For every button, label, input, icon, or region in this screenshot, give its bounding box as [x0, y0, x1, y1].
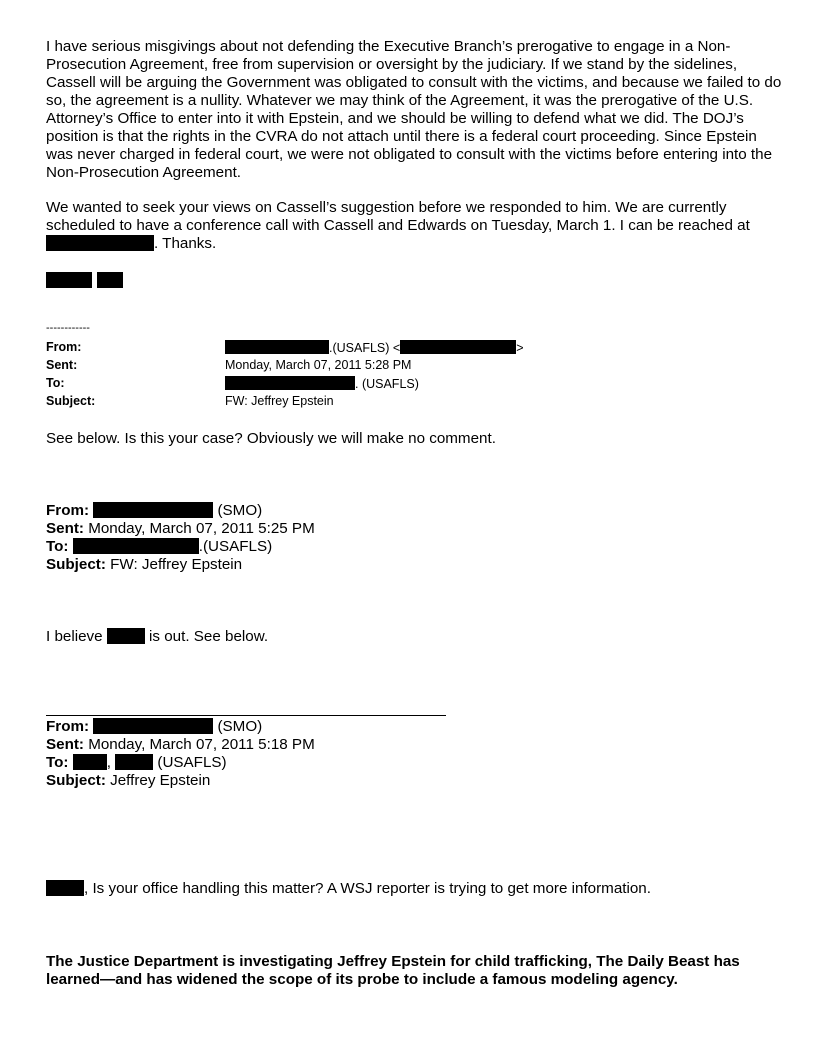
email3-subject-line: Subject: Jeffrey Epstein — [46, 772, 211, 789]
email-divider — [46, 715, 446, 716]
email1-sent-label: Sent: — [46, 358, 78, 372]
email2-subject-line: Subject: FW: Jeffrey Epstein — [46, 556, 243, 573]
email2-sent-label: Sent: — [46, 520, 84, 537]
redaction-signature-2 — [97, 272, 123, 288]
paragraph-misgivings — [46, 38, 786, 182]
email2-from-line: From: (SMO) — [46, 502, 263, 519]
email-separator: ------------ — [46, 322, 90, 334]
redaction-email2-body — [107, 628, 145, 644]
email2-from-label: From: — [46, 502, 90, 519]
paragraph-2-text: We wanted to seek your views on Cassell’s suggestion before we responded to him. We are currently scheduled to have a conference call with Cassell and Edwards on Tuesday, March 1. I can be reached at — [46, 199, 750, 234]
email2-body: I believe is out. See below. — [46, 628, 269, 645]
email1-to-value: . (USAFLS) — [225, 376, 419, 391]
redaction-from-email — [400, 340, 516, 354]
email1-sent-value: Monday, March 07, 2011 5:28 PM — [225, 358, 412, 372]
redaction-signature-1 — [46, 272, 92, 288]
paragraph-2-thanks: . Thanks. — [154, 235, 217, 252]
redaction-email2-from — [93, 502, 213, 518]
email2-sent-line: Sent: Monday, March 07, 2011 5:25 PM — [46, 520, 315, 537]
email1-from-value: .(USAFLS) < > — [225, 340, 524, 355]
email3-sent-label: Sent: — [46, 736, 84, 753]
email1-to-label: To: — [46, 376, 65, 390]
paragraph-1-text: I have serious misgivings about not defending the Executive Branch’s prerogative to engage in a Non-Prosecution Agreement, free from supervision or oversight by the judiciary. If we stand by the sidelines, Cassell will be arguing the Government was obligated to consult with the victims, and because we failed to do so, the agreement is a nullity. Whatever we may think of the Agreement, it was the prerogative of the U.S. Attorney’s Office to enter into it with Epstein, and we should be willing to defend what we did. The DOJ’s position is that the rights in the CVRA do not attach until there is a federal court proceeding. Since Epstein was never charged in federal court, we were not obligated to consult with the victims before entering into the Non-Prosecution Agreement. — [46, 38, 782, 181]
redaction-email3-to-2 — [115, 754, 153, 770]
article-lead: The Justice Department is investigating Jeffrey Epstein for child trafficking, The Daily Beast has learned—and has widened the scope of its probe to include a famous modeling agency. — [46, 953, 740, 988]
email3-from-label: From: — [46, 718, 90, 735]
email3-from-line: From: (SMO) — [46, 718, 263, 735]
redaction-email2-to — [73, 538, 199, 554]
email2-subject-label: Subject: — [46, 556, 106, 573]
email3-to-line: To: , (USAFLS) — [46, 754, 227, 771]
redaction-email3-to-1 — [73, 754, 107, 770]
email1-from-label: From: — [46, 340, 82, 354]
paragraph-conference-call — [46, 199, 786, 253]
email3-sent-line: Sent: Monday, March 07, 2011 5:18 PM — [46, 736, 315, 753]
redaction-email3-from — [93, 718, 213, 734]
email2-to-label: To: — [46, 538, 69, 555]
email1-subject-value: FW: Jeffrey Epstein — [225, 394, 334, 408]
email1-subject-label: Subject: — [46, 394, 96, 408]
redaction-to-name — [225, 376, 355, 390]
email1-body: See below. Is this your case? Obviously we will make no comment. — [46, 430, 496, 447]
redaction-phone — [46, 235, 154, 251]
redaction-from-name — [225, 340, 329, 354]
email3-body: , Is your office handling this matter? A WSJ reporter is trying to get more information. — [46, 880, 786, 898]
email3-to-label: To: — [46, 754, 69, 771]
email2-to-line: To: .(USAFLS) — [46, 538, 273, 555]
email3-subject-label: Subject: — [46, 772, 106, 789]
redaction-email3-body — [46, 880, 84, 896]
